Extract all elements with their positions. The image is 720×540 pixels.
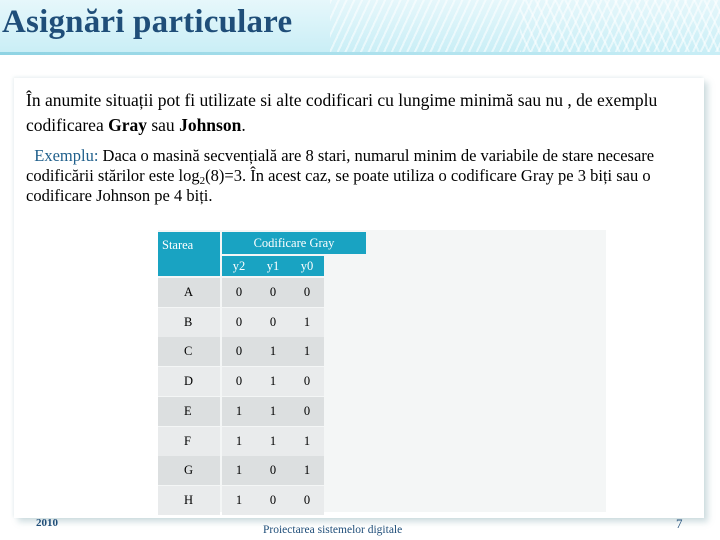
table-cell-y0: 1: [290, 308, 324, 337]
title-divider: [0, 52, 720, 55]
header-col-y2: y2: [222, 256, 256, 276]
table-row-state: D: [158, 367, 220, 396]
table-cell-y1: 0: [256, 486, 290, 515]
table-cell-y0: 0: [290, 278, 324, 307]
table-row-state: H: [158, 486, 220, 515]
table-cell-y2: 1: [222, 486, 256, 515]
table-cell-y2: 0: [222, 367, 256, 396]
table-cell-y0: 1: [290, 337, 324, 366]
intro-end: .: [241, 115, 246, 135]
table-cell-y0: 1: [290, 456, 324, 485]
header-col-y0: y0: [290, 256, 324, 276]
table-row-state: A: [158, 278, 220, 307]
header-codificare-gray: Codificare Gray: [222, 232, 366, 254]
intro-middle: sau: [146, 115, 180, 135]
intro-paragraph: [26, 88, 706, 138]
table-cell-y1: 1: [256, 337, 290, 366]
table-row-state: G: [158, 456, 220, 485]
table-row-state: F: [158, 427, 220, 456]
example-text-after: (8)=3. În acest caz, se poate utiliza o codificare Gray pe 3 biți sau o codificare Johnson pe 4 biți.: [26, 166, 651, 205]
table-row-state: B: [158, 308, 220, 337]
table-cell-y1: 0: [256, 278, 290, 307]
table-cell-y2: 0: [222, 308, 256, 337]
header-state: Starea: [158, 232, 220, 276]
header-col-y1: y1: [256, 256, 290, 276]
slide-title: Asignări particulare: [2, 4, 293, 40]
table-cell-y2: 1: [222, 427, 256, 456]
title-band-pattern-secondary: [520, 0, 720, 54]
example-paragraph: [26, 146, 710, 206]
gray-term: Gray: [108, 115, 147, 135]
johnson-term: Johnson: [179, 115, 242, 135]
table-cell-y2: 1: [222, 397, 256, 426]
table-cell-y1: 0: [256, 456, 290, 485]
table-cell-y0: 1: [290, 427, 324, 456]
table-cell-y0: 0: [290, 397, 324, 426]
table-cell-y2: 0: [222, 337, 256, 366]
example-label: Exemplu:: [34, 146, 99, 165]
footer-year: 2010: [36, 517, 58, 529]
table-cell-y2: 1: [222, 456, 256, 485]
table-cell-y1: 0: [256, 308, 290, 337]
log-base: 2: [199, 175, 206, 187]
footer-page-number: 7: [676, 516, 683, 531]
footer-course: Proiectarea sistemelor digitale: [263, 524, 403, 536]
table-row-state: E: [158, 397, 220, 426]
table-cell-y1: 1: [256, 397, 290, 426]
table-cell-y1: 1: [256, 367, 290, 396]
table-row-state: C: [158, 337, 220, 366]
table-cell-y1: 1: [256, 427, 290, 456]
table-cell-y0: 0: [290, 486, 324, 515]
intro-text: În anumite situații pot fi utilizate si alte codificari cu lungime minimă sau nu , de exemplu codificarea: [26, 90, 658, 135]
example-text-before: Daca o masină secvențială are 8 stari, numarul minim de variabile de stare necesare codificării stărilor este log: [26, 146, 655, 185]
table-cell-y0: 0: [290, 367, 324, 396]
table-cell-y2: 0: [222, 278, 256, 307]
